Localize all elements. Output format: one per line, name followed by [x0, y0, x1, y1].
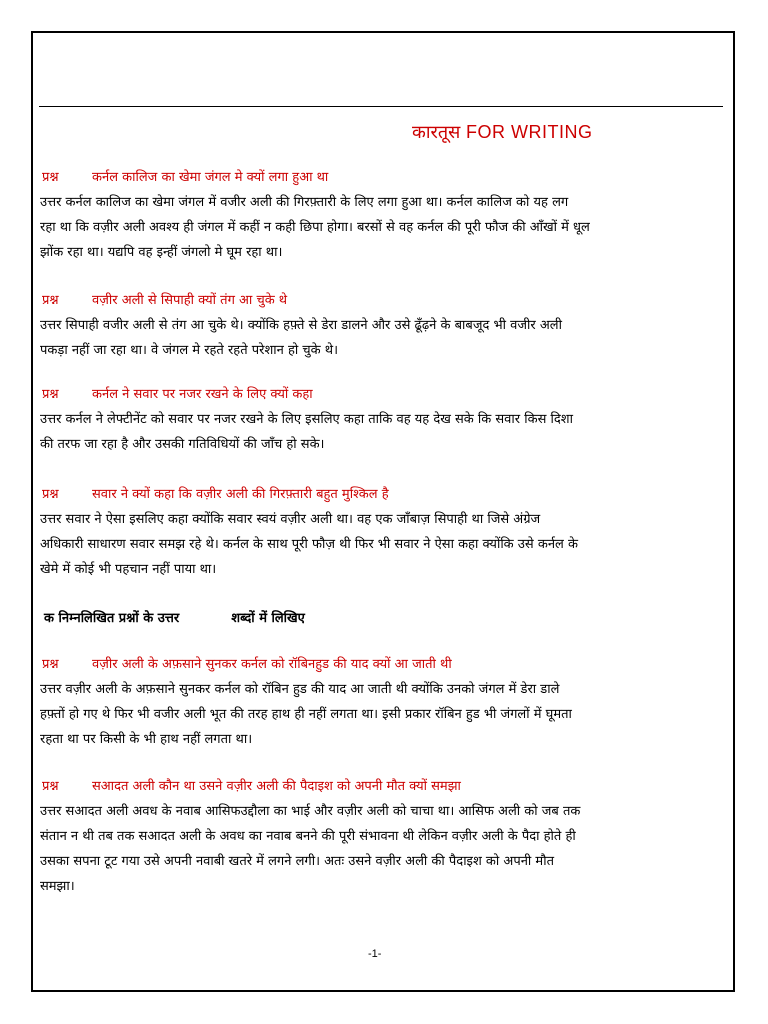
question-line	[40, 652, 720, 677]
header-rule	[39, 106, 723, 107]
answer-line: रहता था पर किसी के भी हाथ नहीं लगता था।	[40, 732, 253, 747]
answer-line: उत्तर सिपाही वजीर अली से तंग आ चुके थे। क्योंकि हफ़्ते से डेरा डालने और उसे ढूँढ़ने के बाबजूद भी वजीर अली	[40, 318, 562, 333]
question-text: वज़ीर अली के अफ़साने सुनकर कर्नल को रॉबिनहुड की याद क्यों आ जाती थी	[92, 657, 452, 672]
qa-block-5	[40, 652, 720, 752]
section-heading	[44, 606, 305, 631]
answer-line: खेमे में कोई भी पहचान नहीं पाया था।	[40, 562, 217, 577]
answer-line: उत्तर सआदत अली अवध के नवाब आसिफउद्दौला का भाई और वज़ीर अली को चाचा था। आसिफ अली को जब तक	[40, 804, 581, 819]
answer-line: समझा।	[40, 879, 75, 894]
question-line	[40, 482, 720, 507]
answer-line: पकड़ा नहीं जा रहा था। वे जंगल मे रहते रहते परेशान हो चुके थे।	[40, 343, 339, 358]
answer-line: झोंक रहा था। यद्यपि वह इन्हीं जंगलो मे घूम रहा था।	[40, 245, 283, 260]
qa-block-3	[40, 382, 720, 457]
question-text: कर्नल कालिज का खेमा जंगल मे क्यों लगा हुआ था	[92, 170, 329, 185]
answer-line: उत्तर कर्नल ने लेफ्टीनेंट को सवार पर नजर रखने के लिए इसलिए कहा ताकि वह यह देख सके कि सवार किस दिशा	[40, 412, 573, 427]
answer-text	[40, 190, 720, 265]
question-label: प्रश्न	[42, 487, 59, 502]
answer-line: रहा था कि वज़ीर अली अवश्य ही जंगल में कहीं न कही छिपा होगा। बरसों से वह कर्नल की पूरी फौज की आँखों में धूल	[40, 220, 590, 235]
question-label: प्रश्न	[42, 779, 59, 794]
qa-block-1	[40, 165, 720, 265]
question-text: कर्नल ने सवार पर नजर रखने के लिए क्यों कहा	[92, 387, 313, 402]
question-label: प्रश्न	[42, 657, 59, 672]
answer-text	[40, 507, 720, 582]
answer-text	[40, 677, 720, 752]
answer-line: उत्तर कर्नल कालिज का खेमा जंगल में वजीर अली की गिरफ़्तारी के लिए लगा हुआ था। कर्नल कालिज को यह लग	[40, 195, 569, 210]
qa-block-6	[40, 774, 720, 899]
section-label: क निम्नलिखित प्रश्नों के उत्तर	[44, 611, 180, 626]
question-label: प्रश्न	[42, 387, 59, 402]
question-text: वज़ीर अली से सिपाही क्यों तंग आ चुके थे	[92, 293, 288, 308]
question-line	[40, 382, 720, 407]
answer-line: संतान न थी तब तक सआदत अली के अवध का नवाब बनने की पूरी संभावना थी लेकिन वज़ीर अली के पैदा होते ही	[40, 829, 576, 844]
page-title	[412, 120, 593, 144]
answer-text	[40, 799, 720, 899]
question-text: सवार ने क्यों कहा कि वज़ीर अली की गिरफ़्तारी बहुत मुश्किल है	[92, 487, 389, 502]
question-line	[40, 165, 720, 190]
title-english: FOR WRITING	[466, 122, 593, 142]
question-text: सआदत अली कौन था उसने वज़ीर अली की पैदाइश को अपनी मौत क्यों समझा	[92, 779, 461, 794]
answer-line: उत्तर वज़ीर अली के अफ़साने सुनकर कर्नल को रॉबिन हुड की याद आ जाती थी क्योंकि उनको जंगल में डेरा डाले	[40, 682, 560, 697]
qa-block-2	[40, 288, 720, 363]
title-hindi: कारतूस	[412, 122, 461, 143]
question-label: प्रश्न	[42, 170, 59, 185]
question-line	[40, 774, 720, 799]
answer-line: उसका सपना टूट गया उसे अपनी नवाबी खतरे में लगने लगी। अतः उसने वज़ीर अली की पैदाइश को अपनी मौत	[40, 854, 554, 869]
answer-line: उत्तर सवार ने ऐसा इसलिए कहा क्योंकि सवार स्वयं वज़ीर अली था। वह एक जाँबाज़ सिपाही था जिसे अंग्रेज	[40, 512, 541, 527]
answer-line: की तरफ जा रहा है और उसकी गतिविधियों की जाँच हो सके।	[40, 437, 325, 452]
page-number: -1-	[368, 948, 382, 960]
answer-text	[40, 313, 720, 363]
qa-block-4	[40, 482, 720, 582]
answer-line: हफ़्तों हो गए थे फिर भी वजीर अली भूत की तरह हाथ ही नहीं लगता था। इसी प्रकार रॉबिन हुड भी जंगलों में घूमता	[40, 707, 572, 722]
answer-text	[40, 407, 720, 457]
section-words: शब्दों में लिखिए	[231, 611, 305, 626]
question-label: प्रश्न	[42, 293, 59, 308]
answer-line: अधिकारी साधारण सवार समझ रहे थे। कर्नल के साथ पूरी फौज़ थी फिर भी सवार ने ऐसा कहा क्योंकि उसे कर्नल के	[40, 537, 578, 552]
question-line	[40, 288, 720, 313]
